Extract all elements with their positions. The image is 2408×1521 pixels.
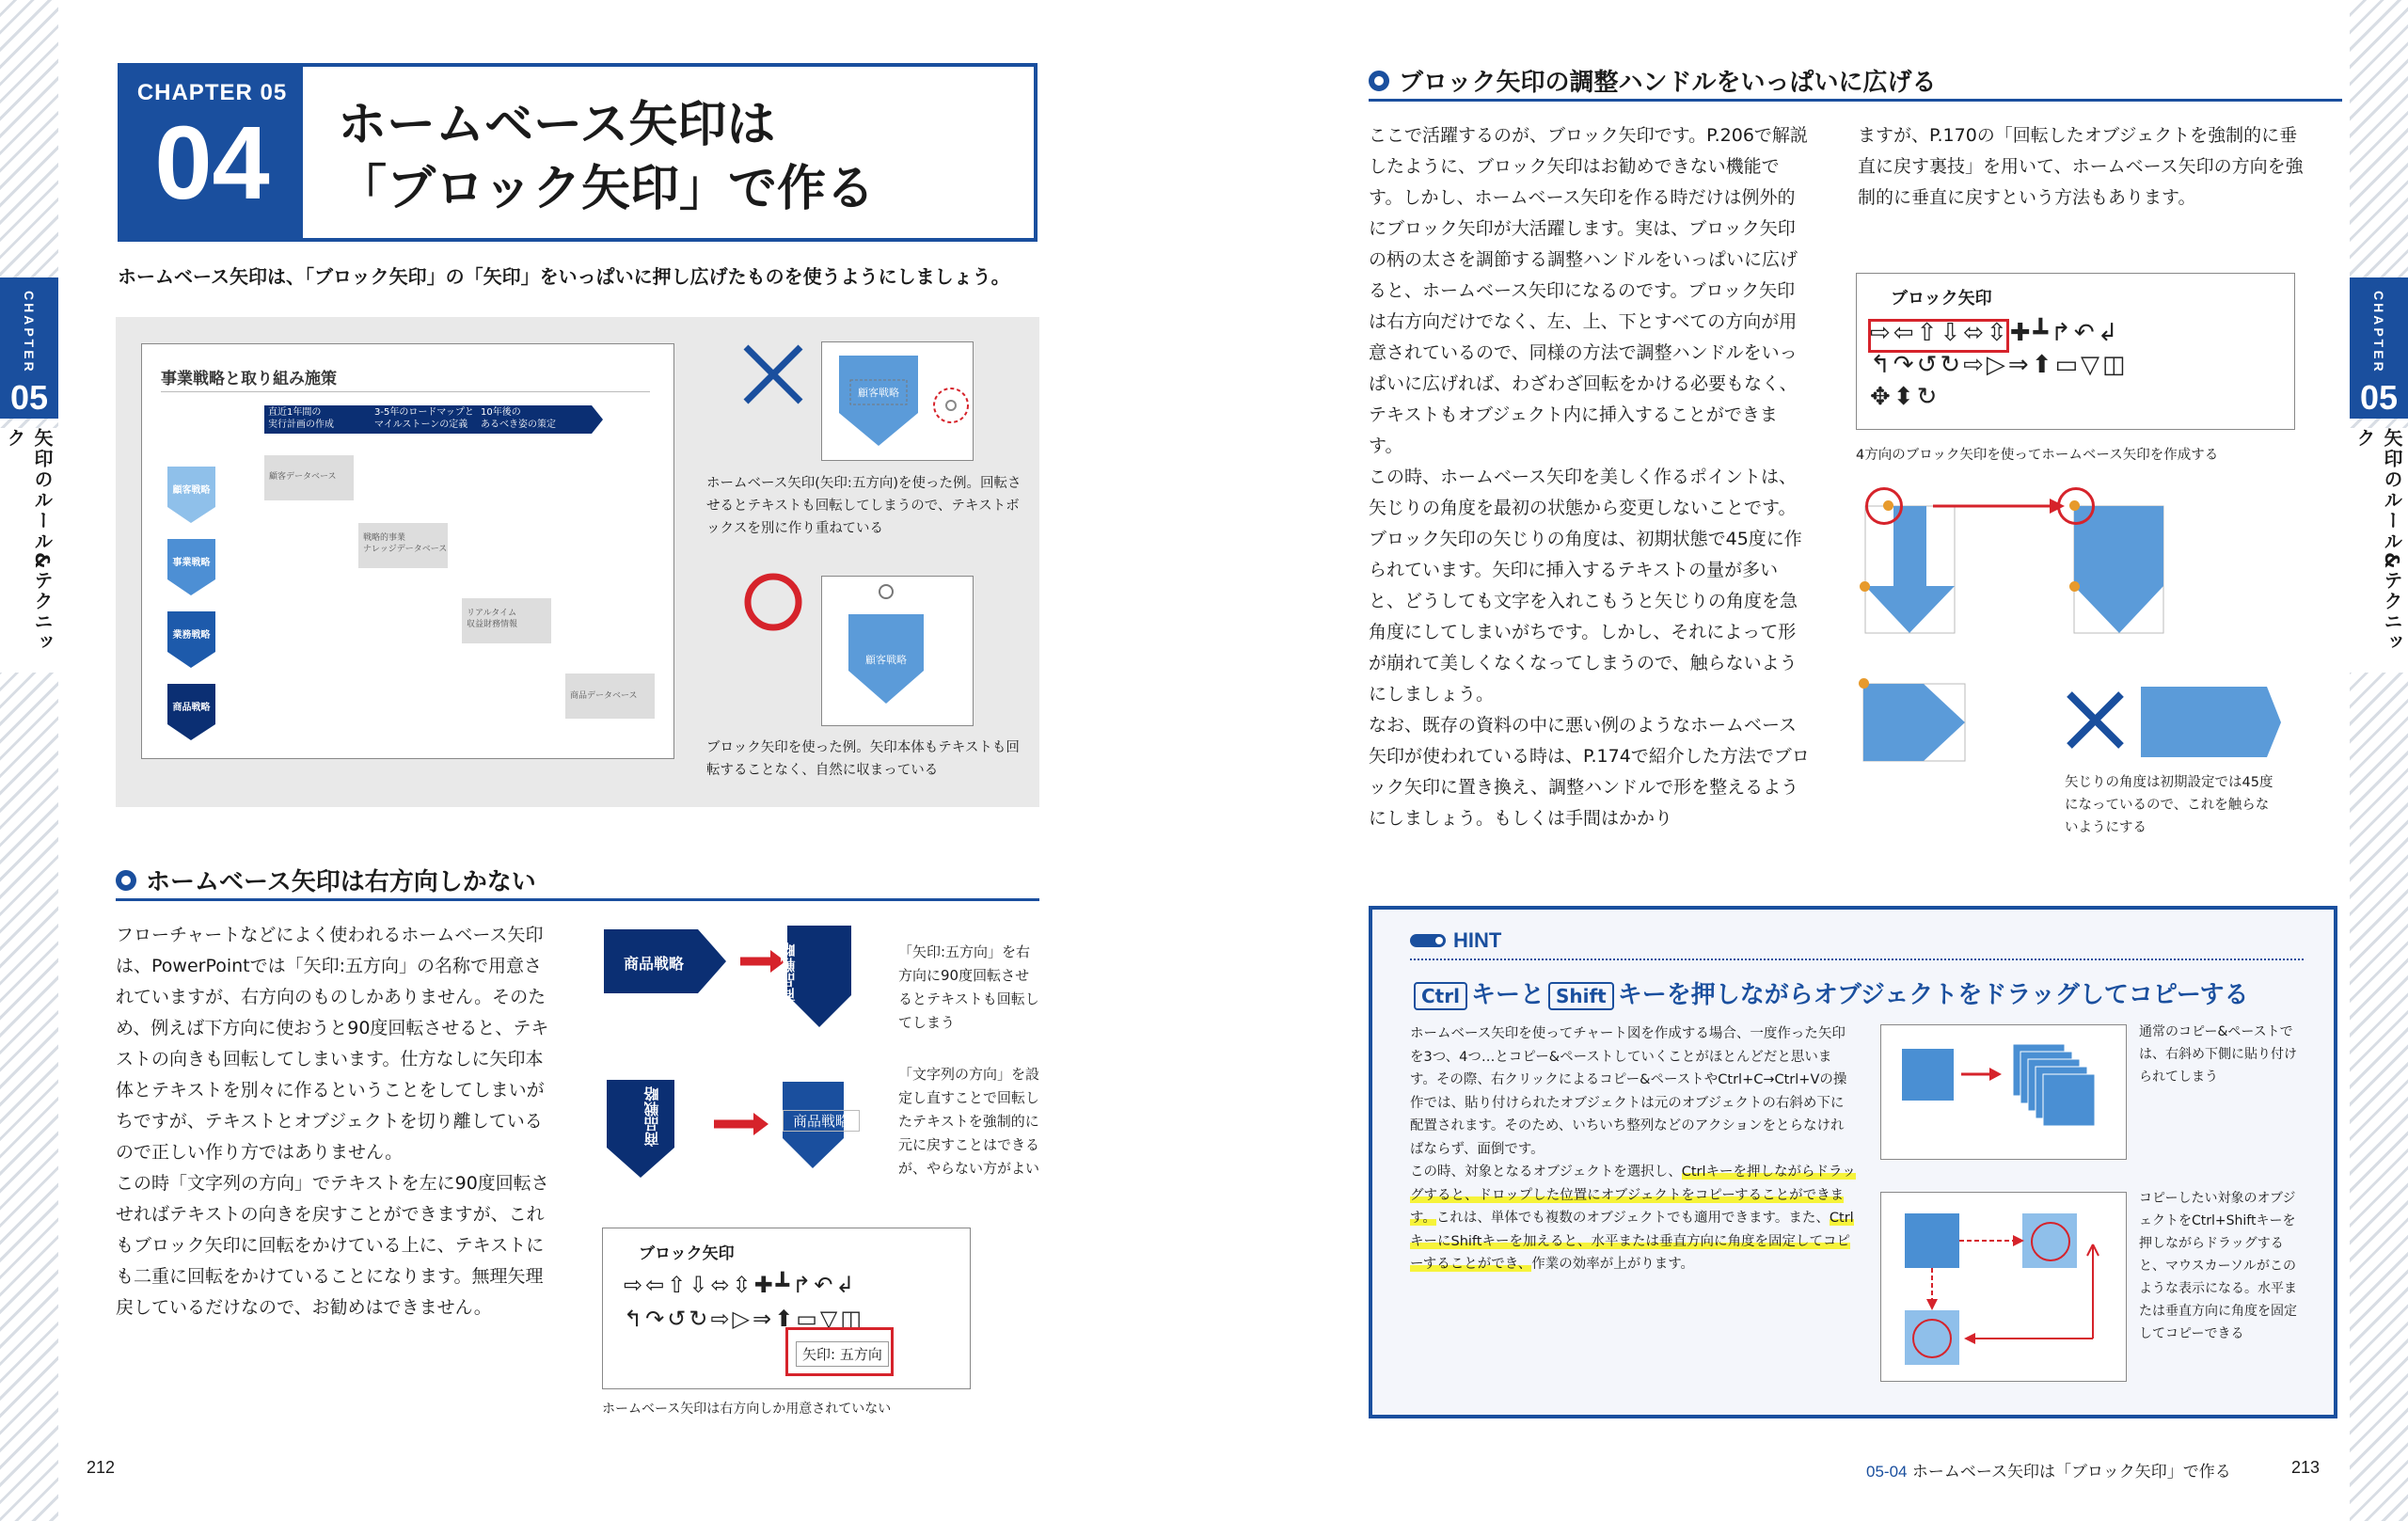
left-chapter-tab — [0, 277, 58, 419]
heading-dot-icon — [116, 870, 136, 891]
lead-text: ホームベース矢印は、「ブロック矢印」の「矢印」をいっぱいに押し広げたものを使うようにしましょう。 — [118, 265, 1010, 288]
rotated-label-3: 商品戦略 — [643, 1086, 661, 1147]
heading-dot-icon-2 — [1369, 71, 1389, 91]
figure-1 — [116, 317, 1039, 807]
palette-left-caption: ホームベース矢印は右方向しか用意されていない — [602, 1402, 892, 1417]
slide-title: 事業戦略と取り組み施策 — [161, 370, 337, 388]
handle-highlight — [2057, 487, 2095, 525]
palette-right — [1856, 273, 2295, 430]
hint-figure-2 — [1880, 1192, 2127, 1382]
palette-right-caption: 4方向のブロック矢印を使ってホームベース矢印を作成する — [1856, 448, 2219, 463]
slide-header-3: 10年後の あるべき姿の策定 — [481, 407, 556, 430]
section1-heading — [116, 863, 536, 897]
slide-arrow-label-2: 事業戦略 — [172, 558, 211, 568]
hint-title — [1410, 975, 2249, 1010]
section2-rule — [1369, 99, 2342, 102]
hint-tag-rule — [1410, 959, 2304, 961]
left-stripe — [0, 0, 58, 1521]
hint-body-c: この時、対象となるオブジェクトを選択し、 — [1410, 1165, 1682, 1180]
chapter-title — [338, 93, 875, 221]
rotated-label-2: 商品戦略 — [780, 943, 798, 1003]
hint-body-keys: Ctrl+C→Ctrl+V — [1718, 1072, 1820, 1087]
tab-chapter-label-right: CHAPTER — [2371, 291, 2386, 374]
tooltip-text: 矢印: 五方向 — [796, 1341, 889, 1367]
section1-caption-1: 「矢印:五方向」を右方向に90度回転させるとテキストも回転してしまう — [898, 943, 1039, 1031]
hint-body-highlight-2: CtrlキーにShiftキーを加えると、水平または垂直方向に角度を固定してコピーすることができ、 — [1410, 1211, 1854, 1272]
slide-arrow-label-1: 顧客戦略 — [172, 485, 211, 496]
hint-title-rest: キーを押しながらオブジェクトをドラッグしてコピーする — [1617, 981, 2249, 1009]
palette-left — [602, 1228, 971, 1389]
section2-heading-text: ブロック矢印の調整ハンドルをいっぱいに広げる — [1399, 69, 1937, 97]
section1-body: フローチャートなどによく使われるホームベース矢印は、PowerPointでは「矢印:五方向」の名称で用意されていますが、右方向のものしかありません。そのため、例えば下方向に使おうと90度回転させると、テキストの向きも回転してしまいます。仕方なしに矢印本体とテキストを別々に作るということをしてしまいがちですが、テキストとオブジェクトを切り離しているので正しい作り方ではありません。 この時「文字列の方向」でテキストを左に90度回転させればテキストの向きを戻すことができますが、これもブロック矢印に回転をかけている上に、テキストにも二重に回転をかけていることになります。無理矢理戻しているだけなので、お勧めはできません。 — [116, 925, 549, 1318]
slide-header-2: 3-5年のロードマップと マイルストーンの定義 — [374, 407, 474, 430]
right-side-title: 矢印のルール&テクニック — [2350, 428, 2408, 673]
hint-icon — [1410, 934, 1446, 947]
palette-right-title: ブロック矢印 — [1891, 289, 1992, 309]
hint-body-b: の操作では、貼り付けられたオブジェクトは元のオブジェクトの右斜め下に配置されます。そのため、いちいち整列などのアクションをとらなければならず、面倒です。 — [1410, 1072, 1847, 1157]
rotated-label-4: 商品戦略 — [783, 1110, 860, 1132]
good-caption: ブロック矢印を使った例。矢印本体もテキストも回転することなく、自然に収まっている — [706, 740, 1020, 778]
good-mark-icon — [740, 569, 806, 635]
hint-caption-2: コピーしたい対象のオブジェクトをCtrl+Shiftキーを押しながらドラッグすると、マウスカーソルがこのような表示になる。水平または垂直方向に角度を固定してコピーできる — [2139, 1191, 2297, 1341]
tab-chapter-number: 05 — [9, 377, 49, 417]
slide-header-1: 直近1年間の 実行計画の作成 — [268, 407, 334, 430]
bad-mark-icon — [740, 341, 806, 407]
tab-chapter-number-right: 05 — [2359, 377, 2399, 417]
chapter-header — [118, 63, 1038, 242]
hint-figure-1 — [1880, 1024, 2127, 1160]
good-example — [821, 576, 974, 726]
palette-right-highlight — [1868, 319, 2009, 353]
bad-example — [821, 341, 974, 461]
chapter-title-line1: ホームベース矢印は — [338, 97, 776, 153]
hint-caption-1: 通常のコピー&ペーストでは、右斜め下側に貼り付けられてしまう — [2139, 1024, 2297, 1085]
section1-caption-2: 「文字列の方向」を設定し直すことで回転したテキストを強制的に元に戻すことはできるが、やらない方がよい — [898, 1066, 1040, 1177]
good-example-label: 顧客戦略 — [865, 654, 907, 666]
hint-body-e: 作業の効率が上がります。 — [1531, 1257, 1695, 1272]
slide-arrow-label-4: 商品戦略 — [172, 703, 211, 713]
adjust-handle — [1860, 581, 1870, 592]
slide-arrow-label-3: 業務戦略 — [172, 630, 211, 641]
right-page-number: 213 — [2291, 1458, 2321, 1477]
adjust-handle — [2069, 581, 2080, 592]
section2-heading — [1369, 63, 1936, 98]
hint-title-mid: キーと — [1470, 981, 1545, 1009]
palette-right-glyphs: ⇨⇦⇧⇩⬄⇳✚┻↱↶↲ ↰↷↺↻⇨▷⇒⬆▭▽◫ ✥⬍↻ — [1870, 319, 2129, 411]
hint-tag-text: HINT — [1453, 928, 1502, 952]
adjust-handle — [1859, 678, 1869, 689]
tooltip-box — [785, 1327, 894, 1376]
ctrl-key-label: Ctrl — [1414, 982, 1467, 1010]
chapter-number: 04 — [154, 105, 270, 221]
hint-body — [1410, 1022, 1857, 1276]
tab-chapter-label: CHAPTER — [22, 291, 37, 374]
bad-example-label: 顧客戦略 — [858, 387, 899, 399]
bad-caption: ホームベース矢印(矢印:五方向)を使った例。回転させるとテキストも回転してしまうので、テキストボックスを別に作り重ねている — [706, 476, 1022, 536]
left-side-title: 矢印のルール&テクニック — [0, 428, 58, 673]
section2-body-right: ますが、P.170の「回転したオブジェクトを強制的に垂直に戻す裏技」を用いて、ホームベース矢印の方向を強制的に垂直に戻すという方法もあります。 — [1858, 125, 2304, 208]
chapter-badge — [121, 67, 303, 238]
hint-box — [1369, 906, 2337, 1418]
right-stripe — [2350, 0, 2408, 1521]
slide-note-2: 戦略的事業 ナレッジデータベース — [363, 533, 448, 554]
hint-body-highlight-1: Ctrlキーを押しながらドラッグすると、ドロップした位置にオブジェクトをコピーすることができます。 — [1410, 1165, 1856, 1226]
left-page-number: 212 — [87, 1458, 116, 1477]
hint-tag — [1410, 928, 1501, 953]
runner-code: 05-04 — [1866, 1463, 1908, 1481]
angle-caption: 矢じりの角度は初期設定では45度になっているので、これを触らないようにする — [2065, 775, 2273, 835]
section2-body-left: ここで活躍するのが、ブロック矢印です。P.206で解説したように、ブロック矢印はお勧めできない機能です。しかし、ホームベース矢印を作る時だけは例外的にブロック矢印が大活躍します。実は、ブロック矢印の柄の太さを調節する調整ハンドルをいっぱいに広げると、ホームベース矢印になるのです。ブロック矢印は右方向だけでなく、左、上、下とすべての方向が用意されているので、同様の方法で調整ハンドルをいっぱいに広げれば、わざわざ回転をかける必要もなく、テキストもオブジェクト内に挿入することができます。 この時、ホームベース矢印を美しく作るポイントは、矢じりの角度を最初の状態から変更しないことです。ブロック矢印の矢じりの角度は、初期状態で45度に作られています。矢印に挿入するテキストの量が多いと、どうしても文字を入れこもうと矢じりの角度を急角度にしてしまいがちです。しかし、それによって形が崩れて美しくなくなってしまうので、触らないようにしましょう。 なお、既存の資料の中に悪い例のようなホームベース矢印が使われている時は、P.174で紹介した方法でブロック矢印に置き換え、調整ハンドルで形を整えるようにしましょう。もしくは手間はかかり — [1369, 125, 1810, 829]
hint-body-d: これは、単体でも複数のオブジェクトでも適用できます。また、 — [1435, 1211, 1830, 1226]
shift-key-label: Shift — [1548, 982, 1614, 1010]
right-chapter-tab — [2350, 277, 2408, 419]
rotated-label-1: 商品戦略 — [623, 955, 684, 973]
palette-left-glyphs: ⇨⇦⇧⇩⬄⇳✚┻↱↶↲ ↰↷↺↻⇨▷⇒⬆▭▽◫ — [624, 1272, 865, 1332]
chapter-title-line2: 「ブロック矢印」で作る — [338, 161, 875, 217]
slide-note-1: 顧客データベース — [269, 472, 337, 482]
handle-highlight — [1865, 487, 1903, 525]
palette-left-title: ブロック矢印 — [639, 1244, 735, 1263]
chapter-label: CHAPTER 05 — [136, 80, 288, 105]
runner-text: ホームベース矢印は「ブロック矢印」で作る — [1911, 1463, 2231, 1481]
section1-heading-text: ホームベース矢印は右方向しかない — [146, 868, 536, 896]
slide-sample — [141, 343, 674, 759]
slide-note-4: 商品データベース — [570, 691, 638, 701]
running-footer — [1866, 1458, 2231, 1481]
hint-body-a: ホームベース矢印を使ってチャート図を作成する場合、一度作った矢印を3つ、4つ…とコピー&ペーストしていくことがほとんどだと思います。その際、右クリックによるコピー&ペーストや — [1410, 1026, 1846, 1087]
slide-note-3: リアルタイム 収益財務情報 — [467, 609, 518, 629]
section1-rule — [116, 898, 1039, 901]
